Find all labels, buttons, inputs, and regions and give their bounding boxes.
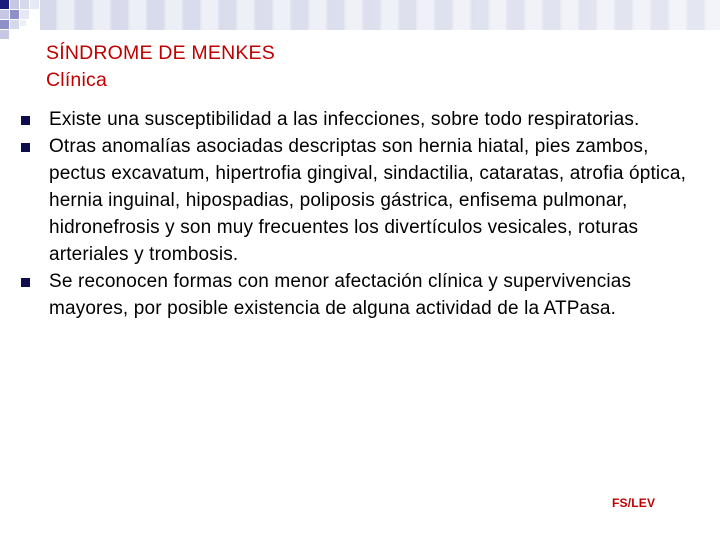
square-bullet-icon bbox=[21, 143, 30, 152]
slide-title: SÍNDROME DE MENKES bbox=[46, 42, 275, 64]
bullet-item bbox=[20, 268, 710, 322]
mosaic-square-dark bbox=[0, 0, 9, 9]
mosaic-square-light bbox=[0, 30, 9, 39]
bullet-text: Otras anomalías asociadas descriptas son hernia hiatal, pies zambos, pectus excavatum, hipertrofia gingival, sindactilia, cataratas, atrofia óptica, hernia inguinal, hipospadias, poliposis gástrica, enfisema pulmonar, hidronefrosis y son muy frecuentes los divertículos vesicales, roturas arteriales y trombosis. bbox=[49, 136, 687, 265]
bullet-item bbox=[20, 133, 710, 268]
mosaic-square-medium bbox=[0, 20, 9, 29]
bullet-text: Se reconocen formas con menor afectación clínica y supervivencias mayores, por posible existencia de alguna actividad de la ATPasa. bbox=[49, 271, 632, 319]
slide-heading bbox=[46, 40, 275, 94]
slide-subtitle: Clínica bbox=[46, 69, 108, 91]
top-band-fade bbox=[40, 0, 720, 30]
mosaic-square-light bbox=[10, 20, 19, 29]
square-bullet-icon bbox=[21, 278, 30, 287]
bullet-item bbox=[20, 106, 710, 133]
bullet-text: Existe una susceptibilidad a las infecciones, sobre todo respiratorias. bbox=[49, 109, 640, 130]
mosaic-square-faint bbox=[20, 20, 26, 26]
mosaic-square-medium bbox=[10, 10, 19, 19]
mosaic-square-light bbox=[30, 0, 39, 9]
corner-mosaic-decoration bbox=[0, 0, 40, 40]
mosaic-square-light bbox=[0, 10, 9, 19]
mosaic-square-light bbox=[10, 0, 19, 9]
mosaic-square-light bbox=[20, 0, 29, 9]
mosaic-square-light bbox=[20, 10, 29, 19]
footer-initials: FS/LEV bbox=[612, 496, 656, 510]
bullet-list bbox=[20, 106, 710, 322]
square-bullet-icon bbox=[21, 116, 30, 125]
